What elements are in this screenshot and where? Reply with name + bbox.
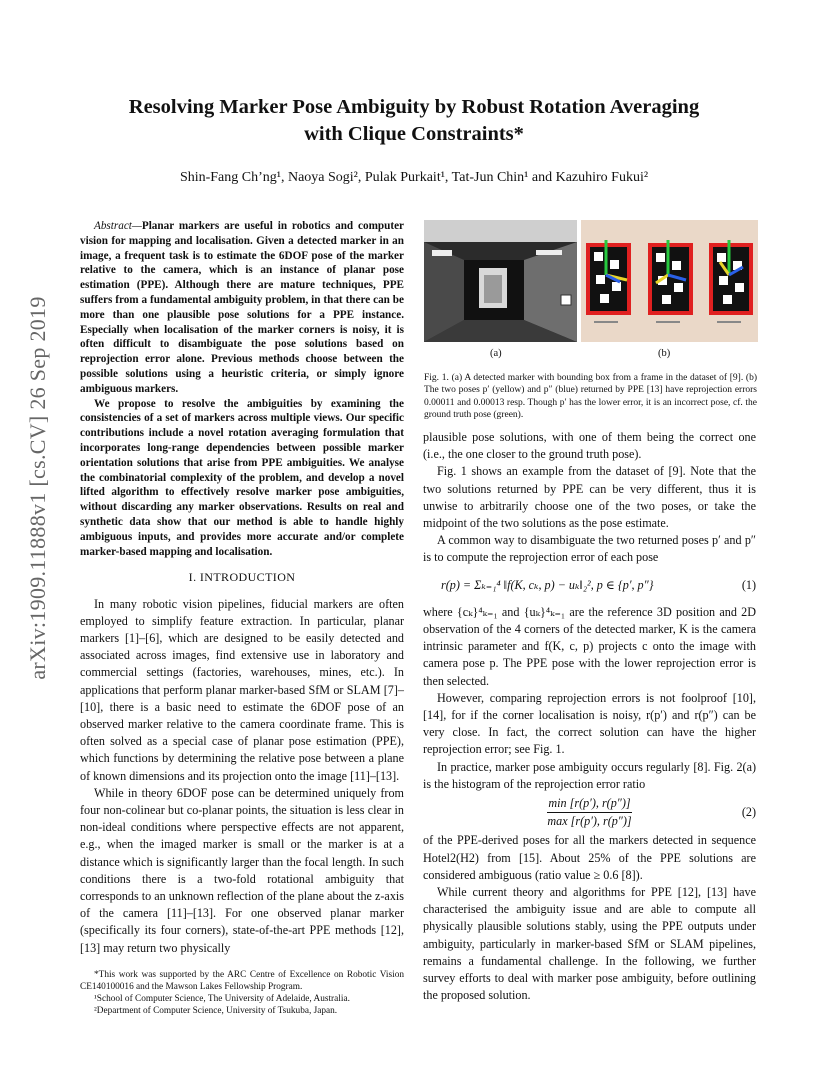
figure-label-a: (a): [490, 348, 502, 359]
right-paragraph-3: A common way to disambiguate the two returned poses p′ and p″ is to compute the reprojection error of each pose: [423, 533, 756, 565]
section-heading: I. INTRODUCTION: [188, 570, 296, 585]
equation-2-numerator: min [r(p′), r(p″)]: [548, 796, 631, 811]
equation-2-number: (2): [741, 805, 757, 820]
right-paragraph-1: plausible pose solutions, with one of them being the correct one (i.e., the one closer to the ground truth pose).: [423, 430, 756, 462]
left-column: [80, 219, 404, 1018]
footnote-funding: *This work was supported by the ARC Centre of Excellence on Robotic Vision CE140100016 and the Mawson Lakes Fellowship Program.: [80, 969, 404, 992]
equation-2: [423, 795, 756, 830]
intro-paragraph-2: While in theory 6DOF pose can be determined uniquely from four non-colinear but co-planar points, the situation is less clear in non-ideal conditions where perspective effects are not apparent, e.g., when the imaged marker is small or the marker is at a distance which is significantly larger than the focal length. In such conditions there is a two-fold rotational ambiguity that corresponds to an unknown reflection of the plane about the z-axis of the camera [11]–[13]. For one observed planar marker (specifically its four corners), state-of-the-art PPE methods [12], [13] may return two physically: [80, 785, 404, 955]
right-paragraph-7: of the PPE-derived poses for all the markers detected in sequence Hotel2(H2) from [15]. About 25% of the PPE solutions are considered ambiguous (ratio value ≥ 0.6 [8]).: [423, 833, 756, 882]
equation-2-fraction: [547, 795, 631, 830]
paper-title: [60, 94, 768, 148]
figure-1-images: [424, 220, 758, 370]
title-line-1: Resolving Marker Pose Ambiguity by Robust Rotation Averaging: [128, 96, 700, 118]
figure-1-caption: Fig. 1. (a) A detected marker with bounding box from a frame in the dataset of [9]. (b) The two poses p′ (yellow) and p″ (blue) returned by PPE [13] have reprojection errors 0.00011 and 0.00013 resp. Though p′ has the lower error, it is an incorrect pose, cf. the ground truth pose (green).: [424, 373, 757, 421]
right-paragraph-4: where {cₖ}⁴ₖ₌₁ and {uₖ}⁴ₖ₌₁ are the reference 3D position and 2D observation of the 4 corners of the detected marker, K is the camera intrinsic parameter and f(K, c, p) projects c onto the image with camera pose p. The PPE pose with the lower reprojection error is then selected.: [423, 604, 756, 688]
equation-1-body: r(p) = Σₖ₌₁⁴ ‖f(K, cₖ, p) − uₖ‖₂², p ∈ {p′, p″}: [441, 577, 654, 592]
right-paragraph-8: While current theory and algorithms for PPE [12], [13] have characterised the ambiguity issue and are able to compute all physically plausible solutions stably, using the PPE outputs under ambiguity, particularly in marker-based SfM or SLAM pipelines, remains a fundamental challenge. In the following, we further survey efforts to deal with marker pose ambiguity, before outlining the proposed solution.: [423, 885, 756, 1003]
right-paragraph-2: Fig. 1 shows an example from the dataset of [9]. Note that the two solutions returned by PPE can be very different, thus it is unwise to arbitrarily choose one of the two poses, or take the midpoint of the two solutions as the pose estimate.: [423, 464, 756, 531]
footnote-affiliation-1: ¹School of Computer Science, The University of Adelaide, Australia.: [94, 994, 350, 1005]
corridor-photo: [424, 220, 577, 342]
footnote-affiliation-2: ²Department of Computer Science, University of Tsukuba, Japan.: [94, 1006, 338, 1017]
footnotes: [80, 969, 404, 1018]
abstract-label: Abstract—: [94, 220, 142, 232]
abstract-paragraph-2: We propose to resolve the ambiguities by examining the consistencies of a set of markers across multiple views. Our specific contributions include a novel rotation averaging formulation that incorporates long-range dependencies between possible marker orientation solutions that arise from PPE ambiguities. We analyse the combinatorial complexity of the problem, and develop a novel lifted algorithm to effectively resolve marker pose ambiguities, without discarding any marker observations. Results on real and synthetic data show that our method is able to handle highly ambiguous inputs, and provides more accurate and/or complete marker-based mapping and localisation.: [80, 397, 404, 558]
figure-label-b: (b): [658, 348, 671, 359]
equation-1-number: (1): [741, 577, 756, 592]
abstract-paragraph-1: Abstract—Planar markers are useful in robotics and computer vision for mapping and localisation. Given a detected marker in an image, a frequent task is to estimate the 6DOF pose of the marker relative to the camera, which is an instance of planar pose estimation (PPE). Although there are mature techniques, PPE suffers from a fundamental ambiguity problem, in that there can be more than one plausible pose solutions for a PPE instance. Especially when localisation of the marker corners is noisy, it is often difficult to disambiguate the pose solutions based on reprojection error alone. Previous methods choose between the possible solutions using a heuristic criteria, or simply ignore ambiguous markers.: [80, 220, 404, 395]
equation-1: [441, 577, 756, 594]
marker-pose-views: [581, 220, 758, 342]
intro-paragraph-1: In many robotic vision pipelines, fiducial markers are often employed to simplify feature extraction. In particular, planar markers [1]–[6], which are designed to be easily detected and associated across images, find extensive use in laboratory and commercial settings (factories, warehouses, mines, etc.). In applications that perform planar marker-based SfM or SLAM [7]–[10], there is a basic need to estimate the 6DOF pose of an observed marker relative to the camera coordinate frame. This is often solved as a special case of planar pose estimation (PPE), which functions by determining the relative pose between a plane of known dimensions and its projection onto the image [11]–[13].: [80, 596, 404, 783]
author-list: Shin-Fang Ch’ng¹, Naoya Sogi², Pulak Purkait¹, Tat-Jun Chin¹ and Kazuhiro Fukui²: [179, 170, 649, 185]
figure-1: [424, 220, 758, 370]
right-paragraph-5: However, comparing reprojection errors is not foolproof [10], [14], for if the corner localisation is noisy, r(p′) and r(p″) can be very close. In fact, the correct solution can have the higher reprojection error; see Fig. 1.: [423, 690, 756, 757]
arxiv-side-label: arXiv:1909.11888v1 [cs.CV] 26 Sep 2019: [25, 296, 50, 680]
equation-2-denominator: max [r(p′), r(p″)]: [547, 812, 631, 830]
title-line-2: with Clique Constraints*: [304, 123, 524, 145]
right-column: [423, 429, 756, 1005]
right-paragraph-6: In practice, marker pose ambiguity occurs regularly [8]. Fig. 2(a) is the histogram of the reprojection error ratio: [423, 759, 756, 791]
